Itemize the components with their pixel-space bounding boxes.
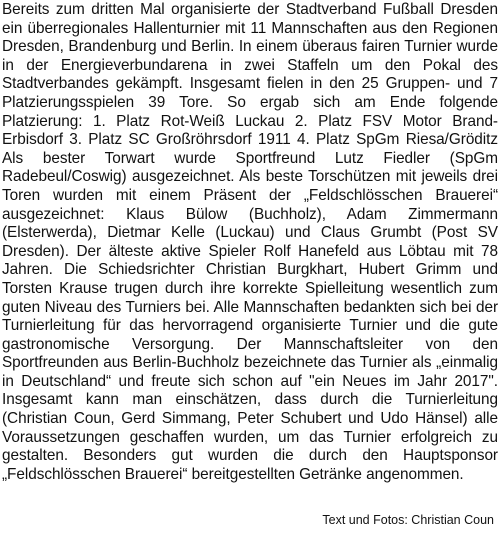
photo-credit: Text und Fotos: Christian Coun: [322, 513, 494, 527]
article-body: [2, 1, 498, 484]
article-paragraph: Bereits zum dritten Mal organisierte der Stadtverband Fußball Dresden ein überregionales Hallenturnier mit 11 Mannschaften aus den Regionen Dresden, Brandenburg und Berlin. In einem überaus fairen Turnier wurde in der Energieverbundarena in zwei Staffeln um den Pokal des Stadtverbandes gekämpft. Insgesamt fielen in den 25 Gruppen- und 7 Platzierungsspielen 39 Tore. So ergab sich am Ende folgende Platzierung: 1. Platz Rot-Weiß Luckau 2. Platz FSV Motor Brand-Erbisdorf 3. Platz SC Großröhrsdorf 1911 4. Platz SpGm Riesa/Gröditz Als bester Torwart wurde Sportfreund Lutz Fiedler (SpGm Radebeul/Coswig) ausgezeichnet. Als beste Torschützen mit jeweils drei Toren wurden mit einem Präsent der „Feldschlösschen Brauerei“ ausgezeichnet: Klaus Bülow (Buchholz), Adam Zimmermann (Elsterwerda), Dietmar Kelle (Luckau) und Claus Grumbt (Post SV Dresden). Der älteste aktive Spieler Rolf Hanefeld aus Löbtau mit 78 Jahren. Die Schiedsrichter Christian Burgkhart, Hubert Grimm und Torsten Krause trugen durch ihre korrekte Spielleitung wesentlich zum guten Niveau des Turniers bei. Alle Mannschaften bedankten sich bei der Turnierleitung für das hervorragend organisierte Turnier und die gute gastronomische Versorgung. Der Mannschaftsleiter von den Sportfreunden aus Berlin-Buchholz bezeichnete das Turnier als „einmalig in Deutschland“ und freute sich schon auf "ein Neues im Jahr 2017". Insgesamt kann man einschätzen, dass durch die Turnierleitung (Christian Coun, Gerd Simmang, Peter Schubert und Udo Hänsel) alle Voraussetzungen geschaffen wurden, um das Turnier erfolgreich zu gestalten. Besonders gut wurden die durch den Hauptsponsor „Feldschlösschen Brauerei“ bereitgestellten Getränke angenommen.: [2, 1, 498, 483]
